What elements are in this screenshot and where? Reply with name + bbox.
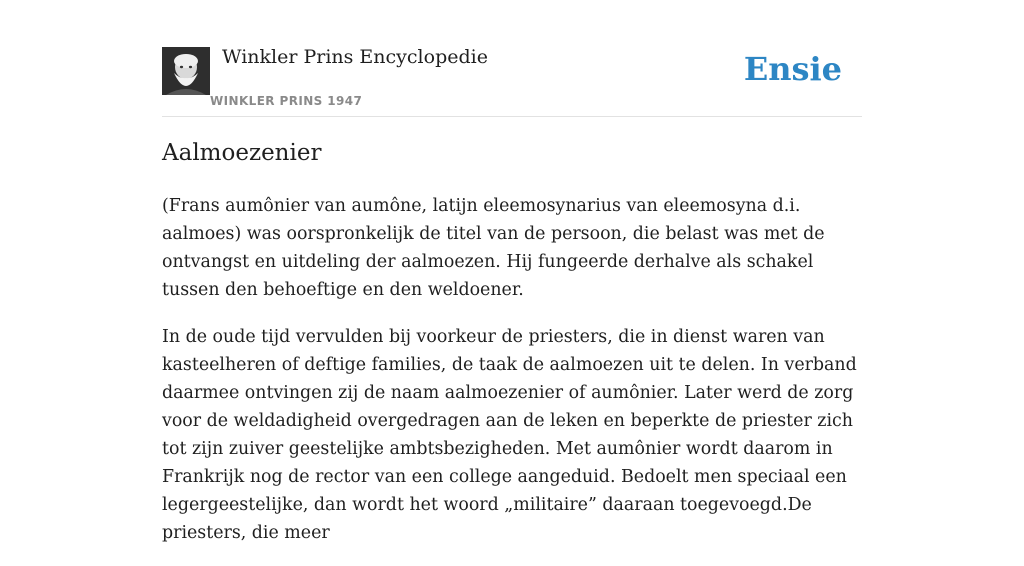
avatar[interactable] bbox=[162, 47, 210, 95]
article-title: Aalmoezenier bbox=[162, 140, 322, 166]
portrait-avatar-icon bbox=[162, 47, 210, 95]
site-header bbox=[162, 0, 862, 117]
article-paragraph: In de oude tijd vervulden bij voorkeur de priesters, die in dienst waren van kasteelheren of deftige families, de taak de aalmoezen uit te delen. In verband daarmee ontvingen zij de naam aalmoezenier of aumônier. Later werd de zorg voor de weldadigheid overgedragen aan de leken en beperkte de priester zich tot zijn zuiver geestelijke ambtsbezigheden. Met aumônier wordt daarom in Frankrijk nog de rector van een college aangeduid. Bedoelt men speciaal een legergeestelijke, dan wordt het woord „militaire” daaraan toegevoegd.De priesters, die meer bbox=[162, 327, 857, 543]
encyclopedia-title[interactable]: Winkler Prins Encyclopedie bbox=[222, 46, 488, 68]
site-logo[interactable]: Ensie bbox=[743, 50, 842, 88]
article-body bbox=[162, 192, 862, 566]
edition-label: WINKLER PRINS 1947 bbox=[210, 94, 363, 108]
article-paragraph: (Frans aumônier van aumône, latijn eleemosynarius van eleemosyna d.i. aalmoes) was oorspronkelijk de titel van de persoon, die belast was met de ontvangst en uitdeling der aalmoezen. Hij fungeerde derhalve als schakel tussen den behoeftige en den weldoener. bbox=[162, 196, 825, 300]
